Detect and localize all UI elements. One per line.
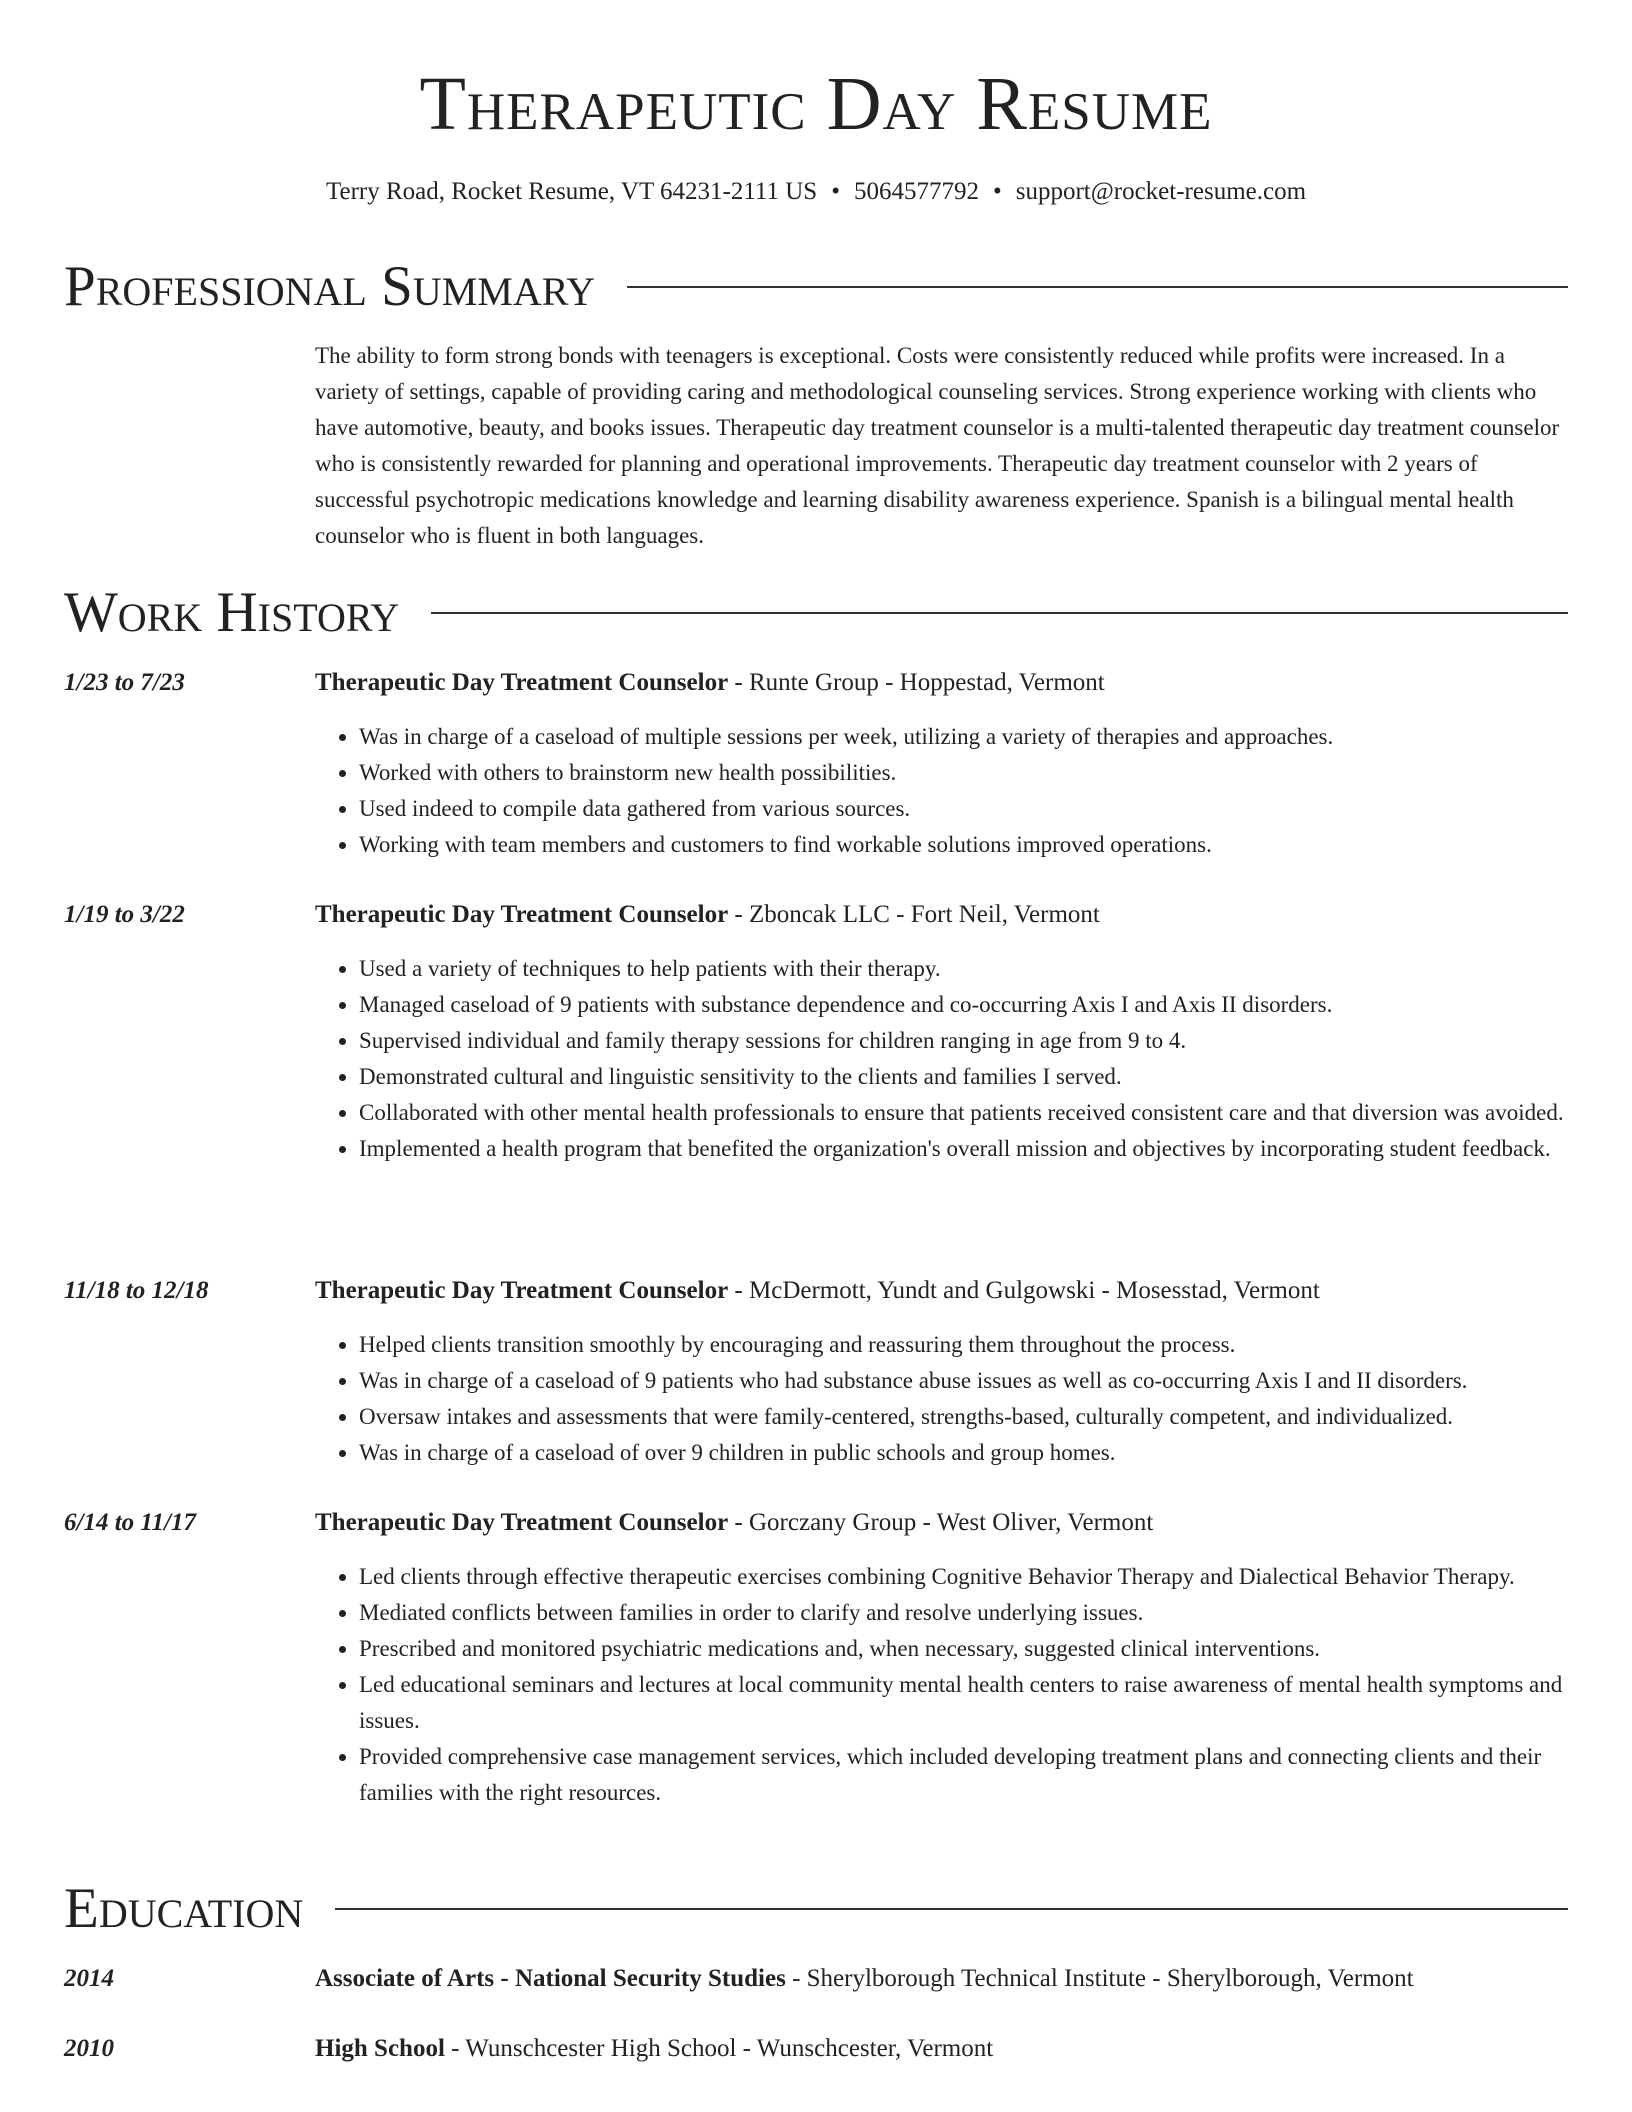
list-item: • Demonstrated cultural and linguistic sensitivity to the clients and families I served. [359,1059,1612,1095]
job-heading [315,1507,1568,1539]
list-item: • Collaborated with other mental health professionals to ensure that patients received consistent care and that diversion was avoided. [359,1095,1612,1131]
education-degree: High School [315,2035,445,2062]
section-work-history [64,581,1568,645]
section-heading: Work History [64,581,400,644]
job-bullets [315,1559,1612,1811]
section-heading: Professional Summary [64,255,596,318]
job-dates: 1/23 to 7/23 [64,669,185,696]
education-details: - Wunschcester High School - Wunschcester, Vermont [444,2035,994,2062]
contact-separator: • [992,178,1002,205]
education-heading [315,2033,1568,2065]
list-item: • Working with team members and customers to find workable solutions improved operations. [359,827,1612,863]
list-item: • Was in charge of a caseload of 9 patients who had substance abuse issues as well as co-occurring Axis I and II disorders. [359,1363,1612,1399]
job-details: - Runte Group - Hoppestad, Vermont [728,669,1105,696]
list-item: • Used indeed to compile data gathered from various sources. [359,791,1612,827]
job-title: Therapeutic Day Treatment Counselor [315,1277,729,1304]
list-item: • Provided comprehensive case management services, which included developing treatment plans and connecting clients and their families with the right resources. [359,1739,1612,1811]
list-item: • Prescribed and monitored psychiatric medications and, when necessary, suggested clinical interventions. [359,1631,1612,1667]
job-dates: 11/18 to 12/18 [64,1277,209,1304]
job-bullets [315,719,1612,863]
education-heading [315,1963,1568,1995]
education-year: 2014 [64,1965,114,1992]
job-heading [315,1275,1568,1307]
list-item: • Helped clients transition smoothly by encouraging and reassuring them throughout the process. [359,1327,1612,1363]
list-item: • Oversaw intakes and assessments that were family-centered, strengths-based, culturally competent, and individualized. [359,1399,1612,1435]
job-bullets [315,951,1612,1167]
section-heading: Education [64,1877,304,1940]
summary-text: The ability to form strong bonds with teenagers is exceptional. Costs were consistently reduced while profits were increased. In a variety of settings, capable of providing caring and methodological counseling services. Strong experience working with clients who have automotive, beauty, and books issues. Therapeutic day treatment counselor is a multi-talented therapeutic day treatment counselor who is consistently rewarded for planning and operational improvements. Therapeutic day treatment counselor with 2 years of successful psychotropic medications knowledge and learning disability awareness experience. Spanish is a bilingual mental health counselor who is fluent in both languages. [315,343,1560,548]
job-title: Therapeutic Day Treatment Counselor [315,1509,729,1536]
list-item: • Supervised individual and family therapy sessions for children ranging in age from 9 to 4. [359,1023,1612,1059]
education-degree: Associate of Arts - National Security Studies [315,1965,786,1992]
section-professional-summary [64,255,1568,319]
contact-line [64,176,1568,208]
section-education [64,1877,1568,1941]
job-details: - McDermott, Yundt and Gulgowski - Mosesstad, Vermont [728,1277,1320,1304]
list-item: • Was in charge of a caseload of over 9 children in public schools and group homes. [359,1435,1612,1471]
list-item: • Worked with others to brainstorm new health possibilities. [359,755,1612,791]
section-divider [431,612,1568,614]
job-dates: 6/14 to 11/17 [64,1509,196,1536]
contact-address: Terry Road, Rocket Resume, VT 64231-2111 US [325,178,818,205]
contact-phone: 5064577792 [853,178,979,205]
contact-email: support@rocket-resume.com [1015,178,1307,205]
job-heading [315,667,1568,699]
job-details: - Gorczany Group - West Oliver, Vermont [728,1509,1154,1536]
job-bullets [315,1327,1612,1471]
job-heading [315,899,1568,931]
list-item: • Implemented a health program that benefited the organization's overall mission and objectives by incorporating student feedback. [359,1131,1612,1167]
list-item: • Used a variety of techniques to help patients with their therapy. [359,951,1612,987]
job-title: Therapeutic Day Treatment Counselor [315,669,729,696]
section-divider [627,286,1568,288]
job-dates: 1/19 to 3/22 [64,901,185,928]
list-item: • Mediated conflicts between families in order to clarify and resolve underlying issues. [359,1595,1612,1631]
contact-separator: • [831,178,840,205]
list-item: • Led educational seminars and lectures at local community mental health centers to raise awareness of mental health symptoms and issues. [359,1667,1612,1739]
job-title: Therapeutic Day Treatment Counselor [315,901,729,928]
job-details: - Zboncak LLC - Fort Neil, Vermont [728,901,1100,928]
list-item: • Led clients through effective therapeutic exercises combining Cognitive Behavior Therapy and Dialectical Behavior Therapy. [359,1559,1612,1595]
list-item: • Was in charge of a caseload of multiple sessions per week, utilizing a variety of therapies and approaches. [359,719,1612,755]
education-year: 2010 [64,2035,114,2062]
section-divider [335,1908,1568,1910]
resume-title: Therapeutic Day Resume [419,62,1213,146]
education-details: - Sherylborough Technical Institute - Sherylborough, Vermont [785,1965,1414,1992]
list-item: • Managed caseload of 9 patients with substance dependence and co-occurring Axis I and Axis II disorders. [359,987,1612,1023]
